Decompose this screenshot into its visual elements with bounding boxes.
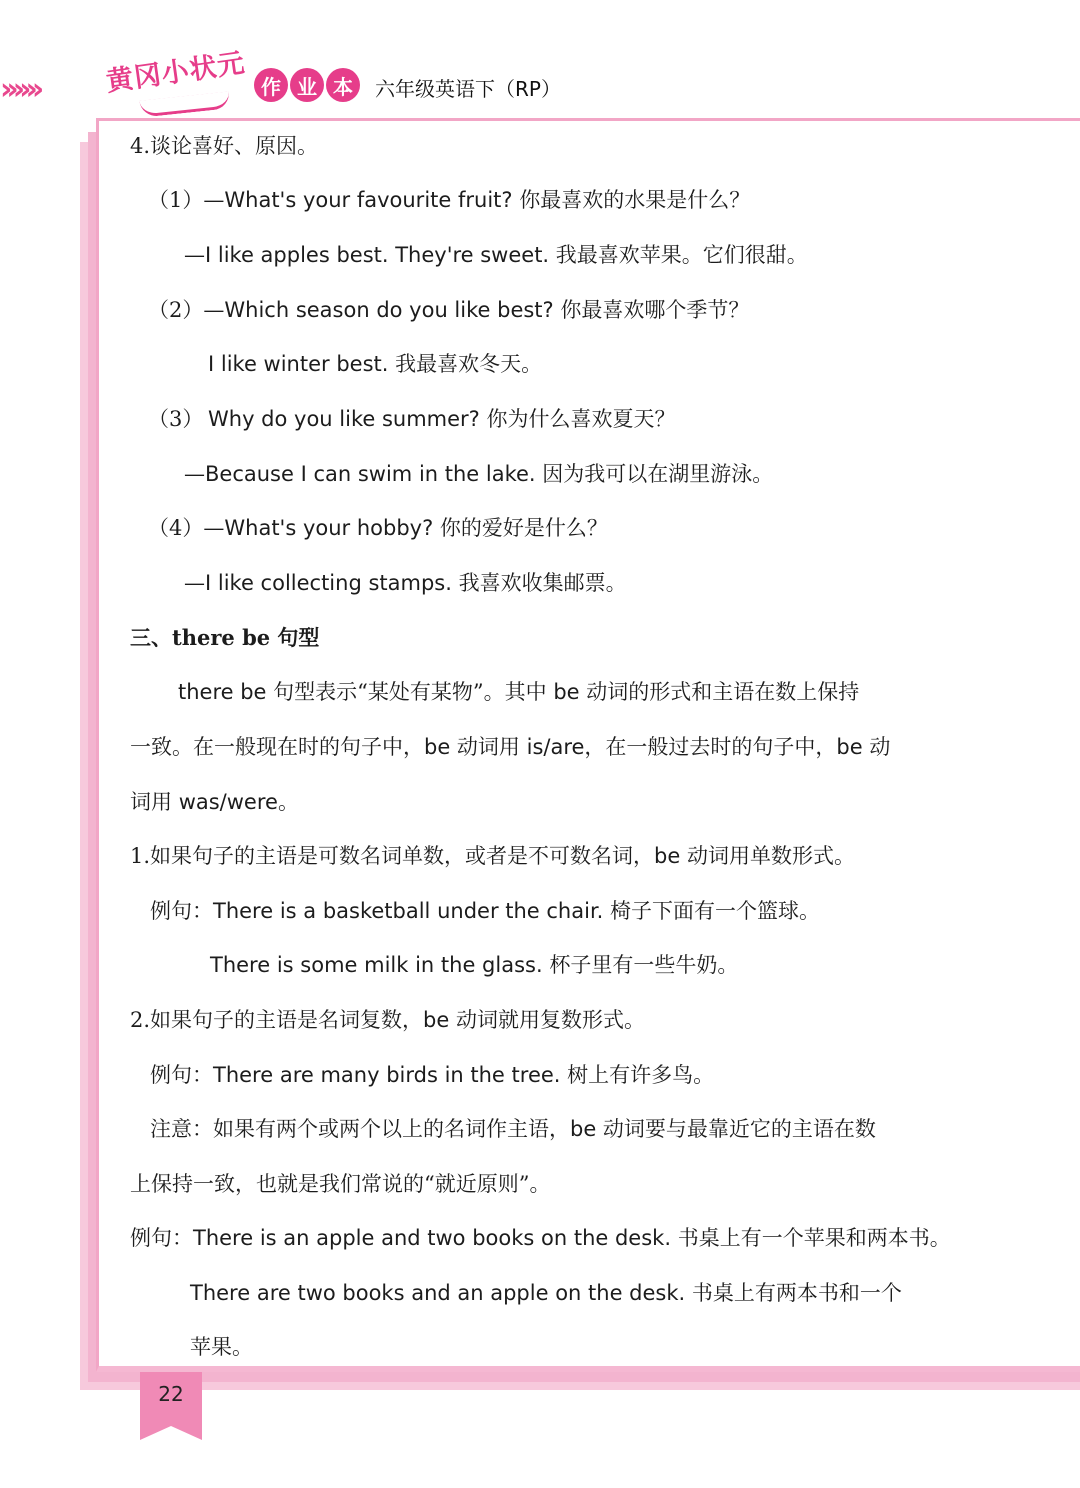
item-prefix: —: [184, 462, 205, 486]
chinese-text: 动词要与最靠近它的主语在数: [596, 1117, 876, 1141]
english-text: be: [836, 735, 863, 759]
page-header: [0, 47, 1080, 120]
paragraph-line: [130, 792, 299, 813]
badge-circle: 本: [326, 68, 360, 102]
chinese-text: 一致。在一般现在时的句子中，: [130, 735, 424, 759]
paragraph-line: [178, 682, 859, 703]
english-text: be: [553, 680, 580, 704]
chinese-text: 我最喜欢冬天。: [388, 352, 543, 376]
chinese-text: 你的爱好是什么？: [433, 516, 608, 540]
example-line: 苹果。: [190, 1335, 253, 1359]
chinese-text: 你为什么喜欢夏天？: [479, 407, 676, 431]
paragraph-line: [130, 737, 890, 758]
english-text: be: [423, 1008, 450, 1032]
item-prefix: （2）—: [148, 298, 225, 322]
dialogue-line: [184, 245, 808, 266]
chinese-text: 书桌上有一个苹果和两本书。: [671, 1226, 951, 1250]
dialogue-line: [208, 354, 542, 375]
english-text: Which season do you like best?: [224, 298, 554, 322]
example-line: [210, 955, 738, 976]
chinese-text: 动词的形式和主语在数上保持: [579, 680, 860, 704]
english-text: I like apples best. They're sweet.: [205, 243, 550, 267]
item-prefix: （1）—: [148, 188, 225, 212]
chinese-text: 词用: [130, 790, 179, 814]
badge-circle: 作: [254, 68, 288, 102]
chinese-text: 动词用: [450, 735, 527, 759]
dialogue-line: [184, 573, 627, 594]
rule-line: [130, 846, 855, 867]
example-prefix: 例句：: [150, 1063, 213, 1087]
book-title: 六年级英语下（RP）: [375, 77, 561, 101]
chinese-text: ，在一般过去时的句子中，: [584, 735, 837, 759]
chinese-text: 注意：如果有两个或两个以上的名词作主语，: [150, 1117, 570, 1141]
example-line: [190, 1283, 902, 1304]
series-badges: [254, 68, 360, 102]
english-text: There is a basketball under the chair.: [213, 899, 604, 923]
dialogue-line: [148, 409, 676, 430]
example-line: [150, 901, 820, 922]
rule-line: [130, 1010, 645, 1031]
chinese-text: 因为我可以在湖里游泳。: [535, 462, 774, 486]
english-text: was/were: [178, 790, 278, 814]
section-heading: 三、there be 句型: [130, 625, 320, 650]
english-text: What's your hobby?: [224, 516, 434, 540]
chinese-text: 我最喜欢苹果。它们很甜。: [549, 243, 808, 267]
note-line: [150, 1119, 876, 1140]
dialogue-line: [148, 300, 749, 321]
example-prefix: 例句：: [130, 1226, 193, 1250]
english-text: There are two books and an apple on the desk.: [190, 1281, 686, 1305]
english-text: be: [570, 1117, 597, 1141]
chinese-text: 我喜欢收集邮票。: [451, 571, 627, 595]
english-text: There is some milk in the glass.: [210, 953, 543, 977]
english-text: There is an apple and two books on the desk.: [193, 1226, 672, 1250]
dialogue-line: [148, 190, 750, 211]
item-prefix: —: [184, 243, 205, 267]
chinese-text: 。: [277, 790, 299, 814]
chinese-text: 动: [862, 735, 891, 759]
chinese-text: 书桌上有两本书和一个: [685, 1281, 902, 1305]
english-text: Because I can swim in the lake.: [205, 462, 536, 486]
chinese-text: 杯子里有一些牛奶。: [542, 953, 739, 977]
chinese-text: 树上有许多鸟。: [560, 1063, 715, 1087]
chinese-text: 句型表示“某处有某物”。其中: [266, 680, 554, 704]
chinese-text: 你最喜欢的水果是什么？: [512, 188, 751, 212]
chinese-text: 1.如果句子的主语是可数名词单数，或者是不可数名词，: [130, 844, 655, 868]
dialogue-line: [148, 518, 608, 539]
english-text: What's your favourite fruit?: [224, 188, 513, 212]
item-prefix: —: [184, 571, 205, 595]
item-prefix: （3）: [148, 407, 204, 431]
chinese-text: 2.如果句子的主语是名词复数，: [130, 1008, 424, 1032]
english-text: be: [654, 844, 681, 868]
badge-circle: 业: [290, 68, 324, 102]
example-line: [150, 1065, 714, 1086]
english-text: I like winter best.: [208, 352, 389, 376]
english-text: I like collecting stamps.: [205, 571, 452, 595]
note-line: 上保持一致，也就是我们常说的“就近原则”。: [130, 1172, 551, 1196]
chinese-text: 你最喜欢哪个季节？: [553, 298, 750, 322]
english-text: there be: [178, 680, 267, 704]
item-prefix: （4）—: [148, 516, 225, 540]
chinese-text: 动词就用复数形式。: [449, 1008, 645, 1032]
example-line: [130, 1228, 951, 1249]
brand-logo: 黄冈小状元: [104, 47, 248, 98]
dialogue-line: [184, 464, 773, 485]
page-number: 22: [158, 1382, 184, 1406]
chinese-text: 椅子下面有一个篮球。: [603, 899, 821, 923]
chevron-decoration-icon: ››››››: [0, 72, 39, 107]
english-text: There are many birds in the tree.: [213, 1063, 561, 1087]
english-text: Why do you like summer?: [208, 407, 480, 431]
chinese-text: 动词用单数形式。: [680, 844, 855, 868]
example-prefix: 例句：: [150, 899, 213, 923]
section-heading: 4.谈论喜好、原因。: [130, 134, 319, 158]
english-text: is/are: [526, 735, 585, 759]
brand-swoosh-icon: [139, 91, 230, 117]
english-text: be: [424, 735, 451, 759]
page-number-tab: [140, 1372, 202, 1426]
